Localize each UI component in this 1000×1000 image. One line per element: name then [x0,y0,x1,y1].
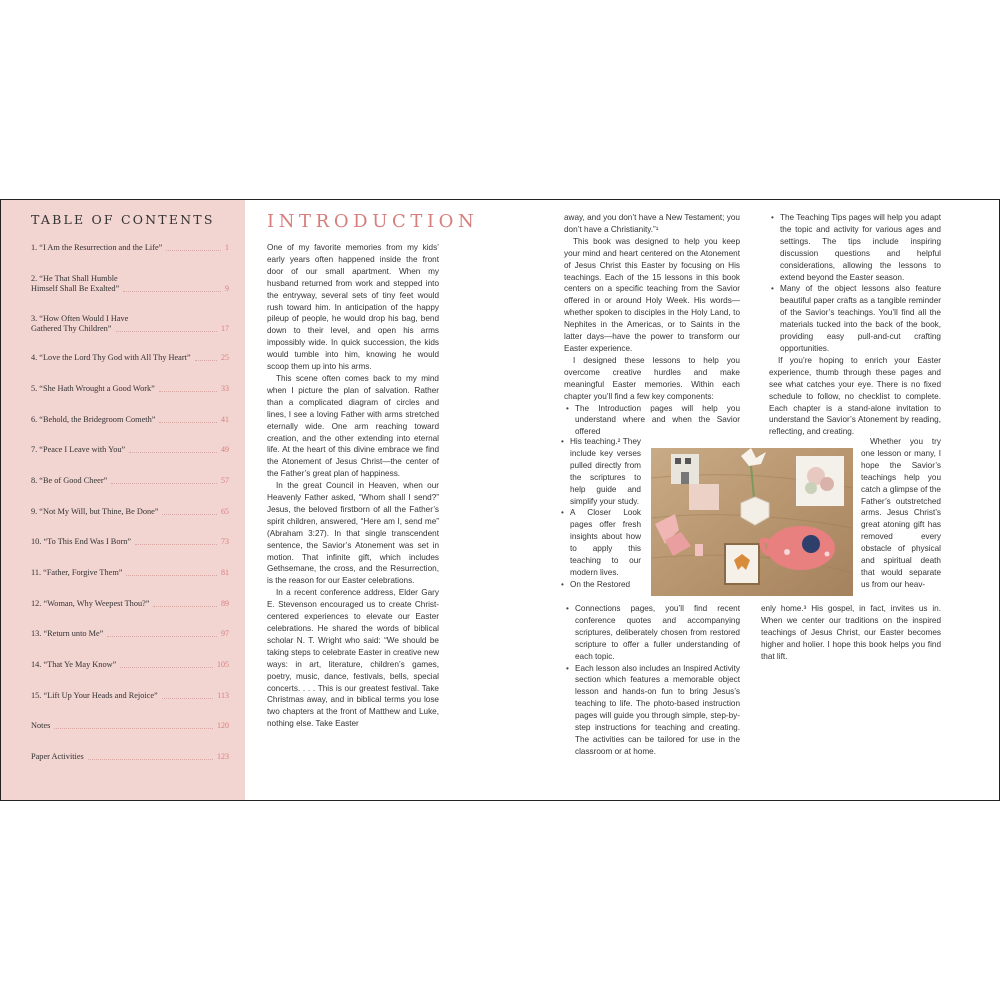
toc-entry[interactable] [31,353,229,363]
intro-column-3-narrow [861,436,941,591]
list-item: • Connections pages, you’ll find recent conference quotes and accompanying scriptures, deliberately chosen from restored scripture to offer a fuller understanding of each topic. [575,603,740,663]
intro-paragraph: One of my favorite memories from my kids’ early years often happened inside the front door of our small apartment. When my husband returned from work and stepped into the entryway, several sets of tiny feet would rush toward him. In anticipation of the happy pileup of people, he would drop his bag, bend down to their level, and open his arms impossibly wide. In quick succession, the kids would tumble into him, knowing he would scoop them up into his arms. [267,243,439,372]
toc-entry-title: 7. “Peace I Leave with You” [31,445,126,454]
toc-entry[interactable] [31,537,229,547]
intro-column-2-narrow [564,436,641,591]
toc-page-number: 25 [221,353,229,362]
list-item: • The Introduction pages will help you understand where and when the Savior offered [575,403,740,439]
toc-entry[interactable] [31,752,229,762]
toc-entry[interactable] [31,314,229,334]
intro-paragraph: away, and you don’t have a New Testament; you don’t have a Christianity.”¹ [564,213,740,234]
toc-entry-title: 4. “Love the Lord Thy God with All Thy Heart” [31,353,191,362]
toc-page-number: 1 [225,243,229,252]
toc-entry-title: 1. “I Am the Resurrection and the Life” [31,243,163,252]
toc-entry-title: Notes [31,721,51,730]
intro-paragraph: This scene often comes back to my mind when I picture the plan of salvation. Rather than a complicated diagram of circles and lines, I see a loving Father with arms stretched eternally wide. One arm reaching toward creation, and the other extending into eternal life. At the heart of this divine embrace we find the Atonement of Jesus Christ—the center of the Father’s great plan of happiness. [267,373,439,479]
book-spread [0,199,1000,801]
toc-leader [166,250,221,251]
toc-leader [123,291,221,292]
toc-entry[interactable] [31,415,229,425]
toc-entry[interactable] [31,599,229,609]
toc-page-number: 105 [217,660,229,669]
toc-entry[interactable] [31,243,229,253]
toc-entry[interactable] [31,274,229,294]
toc-leader [135,544,217,545]
toc-leader [88,759,213,760]
toc-entry[interactable] [31,384,229,394]
toc-page-number: 81 [221,568,229,577]
toc-leader [195,360,217,361]
intro-column-2 [564,212,740,438]
toc-page-number: 97 [221,629,229,638]
toc-page-number: 120 [217,721,229,730]
toc-leader [162,698,214,699]
introduction-title: INTRODUCTION [267,211,479,232]
toc-leader [54,728,213,729]
toc-entry[interactable] [31,660,229,670]
toc-leader [116,331,218,332]
list-item: • Many of the object lessons also feature beautiful paper crafts as a tangible reminder of the Savior’s teachings. You’ll find all the materials tucked into the back of the book, providing easy pull-and-cut crafting opportunities. [780,283,941,354]
toc-leader [126,575,217,576]
toc-entry[interactable] [31,691,229,701]
list-item: • A Closer Look pages offer fresh insights about how to apply this teaching to our modern lives. [570,507,641,578]
toc-entry-title: Paper Activities [31,752,84,761]
toc-entry-title: 9. “Not My Will, but Thine, Be Done” [31,507,159,516]
intro-paragraph: If you’re hoping to enrich your Easter experience, thumb through these pages and see what catches your eye. There is no fixed schedule to follow, no checklist to complete. Each chapter is a stand-alone invitation to understand the Savior’s Atonement by reading, reflecting, and creating. [769,355,941,437]
toc-leader [120,667,213,668]
paper-crafts-photo [651,448,853,596]
toc-entry-title: 3. “How Often Would I Have Gathered Thy Children” [31,314,129,333]
crafts-photo-illustration [651,448,853,596]
intro-column-3-bottom [761,603,941,663]
toc-leader [111,483,217,484]
toc-entry-title: 2. “He That Shall Humble Himself Shall Be Exalted” [31,274,120,293]
toc-page-number: 57 [221,476,229,485]
toc-entry-title: 12. “Woman, Why Weepest Thou?” [31,599,150,608]
intro-column-3 [769,212,941,438]
toc-entry[interactable] [31,476,229,486]
list-item: • Each lesson also includes an Inspired Activity section which features a memorable object lesson and hands-on fun to bring Jesus’s teaching to life. The photo-based instruction pages will guide you through simple, step-by-step instructions for teaching and creating. The activities can be tailored for use in the classroom or at home. [575,663,740,758]
component-list [564,403,740,439]
intro-paragraph: In the great Council in Heaven, when our Heavenly Father asked, “Whom shall I send?” Jesus, the beloved firstborn of all the Father’s spirit children, answered, “Here am I, send me” (Abraham 3:27). In that single transcendent sentence, the Savior’s Atonement was set in motion. That infinite gift, which includes Gethsemane, the cross, and the Resurrection, is the reason for our Easter celebrations. [267,481,439,586]
component-list [769,212,941,355]
toc-page-number: 73 [221,537,229,546]
toc-page-number: 41 [221,415,229,424]
toc-entry-title: 11. “Father, Forgive Them” [31,568,123,577]
table-of-contents-panel [1,200,245,800]
toc-leader [159,422,217,423]
toc-entry[interactable] [31,445,229,455]
toc-page-number: 65 [221,507,229,516]
toc-page-number: 113 [217,691,229,700]
toc-leader [153,606,217,607]
toc-entry-title: 10. “To This End Was I Born” [31,537,132,546]
toc-entry-title: 8. “Be of Good Cheer” [31,476,108,485]
toc-page-number: 49 [221,445,229,454]
component-list [564,436,641,591]
list-item: • His teaching.² They include key verses pulled directly from the scriptures to help guide and simplify your study. [570,436,641,507]
intro-column-2-bottom [564,603,740,758]
toc-leader [107,636,217,637]
toc-page-number: 33 [221,384,229,393]
toc-entry-title: 13. “Return unto Me” [31,629,104,638]
toc-page-number: 89 [221,599,229,608]
toc-entry-title: 6. “Behold, the Bridegroom Cometh” [31,415,156,424]
list-item: • On the Restored [570,579,641,591]
toc-heading: TABLE OF CONTENTS [31,212,215,227]
toc-entry-title: 5. “She Hath Wrought a Good Work” [31,384,155,393]
toc-entry[interactable] [31,721,229,731]
toc-leader [162,514,217,515]
toc-entry-title: 14. “That Ye May Know” [31,660,117,669]
toc-page-number: 17 [221,324,229,333]
toc-leader [159,391,217,392]
intro-paragraph: enly home.³ His gospel, in fact, invites us in. When we center our traditions on the inspired teachings of Jesus Christ, our Easter becomes higher and holier. I hope this book helps you find that lift. [761,604,941,661]
toc-page-number: 9 [225,284,229,293]
intro-paragraph: In a recent conference address, Elder Gary E. Stevenson encouraged us to create Christ-centered experiences to elevate our Easter celebrations. He shared the words of biblical scholar N. T. Wright who said: “We should be taking steps to celebrate Easter in creative new ways: in art, literature, children’s games, poetry, music, dance, festivals, bells, special concerts. . . . This is our greatest festival. Take Christmas away, and in biblical terms you lose two chapters at the front of Matthew and Luke, nothing else. Take Easter [267,588,439,729]
toc-entry-title: 15. “Lift Up Your Heads and Rejoice” [31,691,158,700]
intro-paragraph: This book was designed to help you keep your mind and heart centered on the Atonement of Jesus Christ this Easter by focusing on His teachings. Each of the 15 lessons in this book centers on a specific teaching from the Savior offered in or around Holy Week. His words—whether spoken to disciples in the Holy Land, to Nephites in the Americas, or to Saints in the latter days—have the power to transform our Easter experience. [564,236,740,353]
toc-entry[interactable] [31,629,229,639]
toc-leader [129,452,217,453]
toc-entry[interactable] [31,568,229,578]
component-list [564,603,740,758]
intro-paragraph: I designed these lessons to help you overcome creative hurdles and make meaningful Easter memories. Within each chapter you’ll find a few key components: [564,355,740,401]
toc-entry[interactable] [31,507,229,517]
list-item: • The Teaching Tips pages will help you adapt the topic and activity for various ages and settings. The tips include inspiring discussion questions and helpful considerations, allowing the lessons to extend beyond the Easter season. [780,212,941,283]
toc-page-number: 123 [217,752,229,761]
intro-column-1 [267,242,439,730]
intro-paragraph: Whether you try one lesson or many, I hope the Savior’s teachings help you catch a glimpse of the Father’s outstretched arms. Jesus Christ’s great atoning gift has removed every obstacle of physical and spiritual death that would separate us from our heav- [861,437,941,589]
